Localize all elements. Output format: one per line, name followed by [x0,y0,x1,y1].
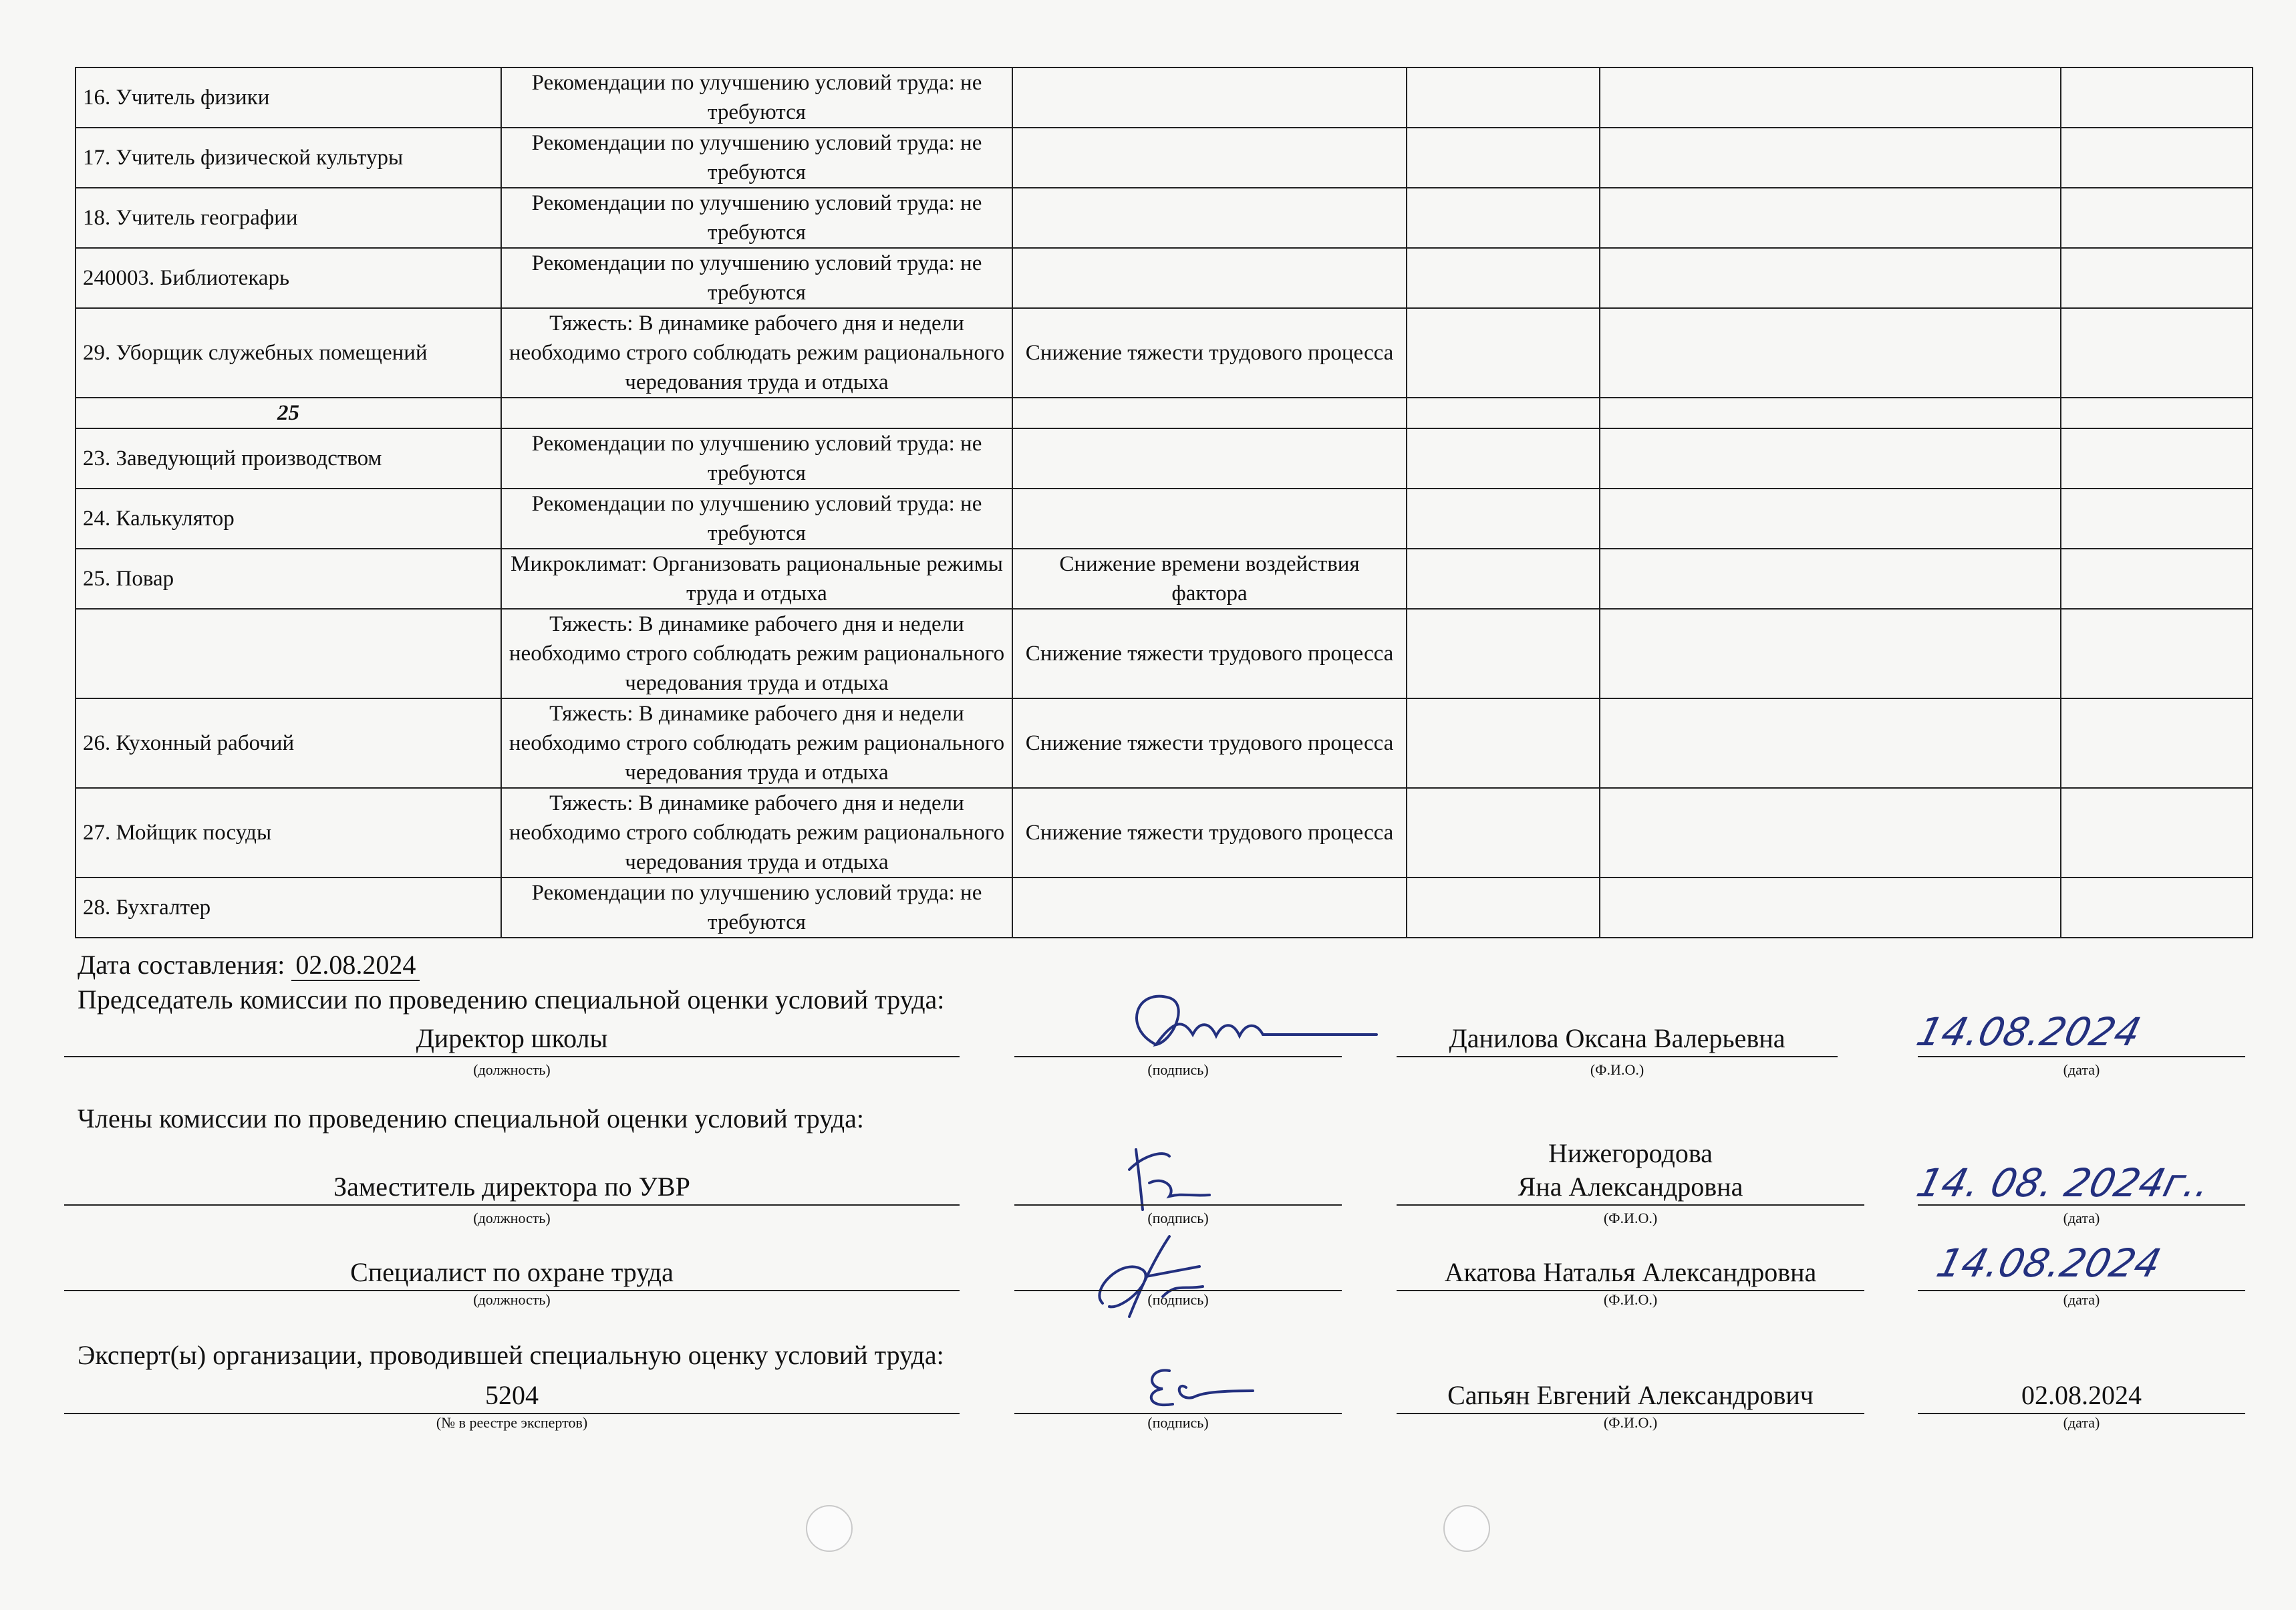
empty-cell [1407,788,1600,878]
chair-name-line [1397,1056,1838,1057]
member-2-name: Акатова Наталья Александровна [1444,1257,1817,1287]
punch-hole-left [806,1505,853,1552]
empty-cell [1407,128,1600,188]
table-row [76,878,2253,938]
member-1-signature-line [1014,1204,1342,1206]
members-heading: Члены комиссии по проведению специальной оценки условий труда: [78,1103,864,1133]
empty-cell [1600,878,2061,938]
position-cell: 27. Мойщик посуды [76,788,501,878]
goal-cell [1012,128,1407,188]
expert-date: 02.08.2024 [2021,1380,2142,1410]
goal-cell [1012,489,1407,549]
empty-cell [1600,489,2061,549]
measures-table [75,67,2253,938]
empty-cell [1600,188,2061,248]
compile-date-label: Дата составления: [78,950,285,980]
goal-cell [1012,428,1407,489]
empty-cell [501,398,1012,428]
empty-cell [1407,188,1600,248]
position-cell: 18. Учитель географии [76,188,501,248]
goal-cell: Снижение тяжести трудового процесса [1012,698,1407,788]
empty-cell [1407,878,1600,938]
goal-cell: Снижение тяжести трудового процесса [1012,788,1407,878]
empty-cell [1407,308,1600,398]
empty-cell [2061,428,2253,489]
chair-signature-caption: (подпись) [1147,1061,1209,1078]
member-1-signature [1123,1129,1223,1216]
position-cell: 23. Заведующий производством [76,428,501,489]
member-1-position-caption: (должность) [473,1210,551,1226]
member-1-signature-caption: (подпись) [1147,1210,1209,1226]
empty-cell [1407,698,1600,788]
table-subheading-row [76,398,2253,428]
empty-cell [1600,609,2061,698]
subheading-cell: 25 [76,398,501,428]
goal-cell: Снижение времени воздействия фактора [1012,549,1407,609]
empty-cell [1012,398,1407,428]
empty-cell [1600,698,2061,788]
empty-cell [1600,398,2061,428]
table-row [76,489,2253,549]
empty-cell [1407,68,1600,128]
chair-name: Данилова Оксана Валерьевна [1449,1023,1785,1053]
member-2-position: Специалист по охране труда [350,1257,674,1287]
table-row [76,698,2253,788]
empty-cell [1600,428,2061,489]
table-row [76,609,2253,698]
empty-cell [1600,549,2061,609]
member-2-signature-caption: (подпись) [1147,1291,1209,1308]
member-1-position: Заместитель директора по УВР [333,1172,690,1202]
position-cell: 25. Повар [76,549,501,609]
empty-cell [2061,308,2253,398]
position-cell [76,609,501,698]
empty-cell [1407,489,1600,549]
member-2-handwritten-date: 14.08.2024 [1932,1240,2166,1286]
empty-cell [1600,308,2061,398]
table-row [76,128,2253,188]
empty-cell [1600,788,2061,878]
member-1-name-line1: Нижегородова [1548,1138,1713,1168]
member-2-position-caption: (должность) [473,1291,551,1308]
goal-cell [1012,188,1407,248]
measure-cell: Рекомендации по улучшению условий труда: не требуются [501,878,1012,938]
chair-signature [1109,981,1390,1061]
measure-cell: Рекомендации по улучшению условий труда: не требуются [501,128,1012,188]
expert-registry-caption: (№ в реестре экспертов) [436,1414,588,1431]
measure-cell: Рекомендации по улучшению условий труда: не требуются [501,68,1012,128]
chair-signature-line [1014,1056,1342,1057]
compile-date-line [78,949,420,981]
chair-position: Директор школы [416,1023,608,1053]
table-row [76,248,2253,308]
position-cell: 24. Калькулятор [76,489,501,549]
measure-cell: Рекомендации по улучшению условий труда: не требуются [501,428,1012,489]
chair-handwritten-date: 14.08.2024 [1912,1009,2146,1055]
position-cell: 17. Учитель физической культуры [76,128,501,188]
expert-heading: Эксперт(ы) организации, проводившей специальную оценку условий труда: [78,1340,944,1370]
empty-cell [2061,609,2253,698]
goal-cell [1012,248,1407,308]
position-cell: 26. Кухонный рабочий [76,698,501,788]
chair-date-line [1918,1056,2245,1057]
member-1-date-line [1918,1204,2245,1206]
measure-cell: Микроклимат: Организовать рациональные режимы труда и отдыха [501,549,1012,609]
chair-position-line [64,1056,960,1057]
member-2-date-caption: (дата) [2063,1291,2100,1308]
expert-date-caption: (дата) [2063,1414,2100,1431]
empty-cell [1407,428,1600,489]
member-2-name-caption: (Ф.И.О.) [1603,1291,1658,1308]
empty-cell [2061,248,2253,308]
measure-cell: Тяжесть: В динамике рабочего дня и недели необходимо строго соблюдать режим рационального чередования труда и отдыха [501,698,1012,788]
member-1-position-line [64,1204,960,1206]
empty-cell [2061,128,2253,188]
member-1-name-line2: Яна Александровна [1518,1172,1743,1202]
measure-cell: Рекомендации по улучшению условий труда: не требуются [501,188,1012,248]
member-2-signature [1083,1230,1216,1323]
position-cell: 16. Учитель физики [76,68,501,128]
empty-cell [1407,398,1600,428]
chair-position-caption: (должность) [473,1061,551,1078]
expert-signature [1136,1361,1256,1414]
empty-cell [1600,128,2061,188]
table-row [76,188,2253,248]
member-1-name-line [1397,1204,1864,1206]
expert-name: Сапьян Евгений Александрович [1447,1380,1814,1410]
empty-cell [1600,68,2061,128]
expert-registry-number: 5204 [485,1380,539,1410]
goal-cell: Снижение тяжести трудового процесса [1012,609,1407,698]
measure-cell: Тяжесть: В динамике рабочего дня и недели необходимо строго соблюдать режим рационального чередования труда и отдыха [501,788,1012,878]
chair-heading: Председатель комиссии по проведению специальной оценки условий труда: [78,984,945,1015]
table-row [76,68,2253,128]
member-1-handwritten-date: 14. 08. 2024г.. [1912,1160,2215,1206]
expert-signature-caption: (подпись) [1147,1414,1209,1431]
position-cell: 240003. Библиотекарь [76,248,501,308]
empty-cell [2061,398,2253,428]
table-row [76,788,2253,878]
table-row [76,428,2253,489]
measure-cell: Тяжесть: В динамике рабочего дня и недели необходимо строго соблюдать режим рационального чередования труда и отдыха [501,308,1012,398]
goal-cell: Снижение тяжести трудового процесса [1012,308,1407,398]
compile-date-value: 02.08.2024 [291,950,420,981]
chair-name-caption: (Ф.И.О.) [1590,1061,1644,1078]
empty-cell [2061,788,2253,878]
chair-date-caption: (дата) [2063,1061,2100,1078]
empty-cell [2061,878,2253,938]
goal-cell [1012,68,1407,128]
table-row [76,308,2253,398]
empty-cell [2061,549,2253,609]
measure-cell: Тяжесть: В динамике рабочего дня и недели необходимо строго соблюдать режим рационального чередования труда и отдыха [501,609,1012,698]
empty-cell [1600,248,2061,308]
empty-cell [1407,609,1600,698]
member-1-name-caption: (Ф.И.О.) [1603,1210,1658,1226]
measure-cell: Рекомендации по улучшению условий труда: не требуются [501,489,1012,549]
position-cell: 29. Уборщик служебных помещений [76,308,501,398]
position-cell: 28. Бухгалтер [76,878,501,938]
empty-cell [1407,248,1600,308]
member-1-date-caption: (дата) [2063,1210,2100,1226]
empty-cell [2061,188,2253,248]
measure-cell: Рекомендации по улучшению условий труда: не требуются [501,248,1012,308]
goal-cell [1012,878,1407,938]
empty-cell [2061,489,2253,549]
expert-name-caption: (Ф.И.О.) [1603,1414,1658,1431]
empty-cell [1407,549,1600,609]
empty-cell [2061,68,2253,128]
table-row [76,549,2253,609]
empty-cell [2061,698,2253,788]
punch-hole-right [1443,1505,1490,1552]
